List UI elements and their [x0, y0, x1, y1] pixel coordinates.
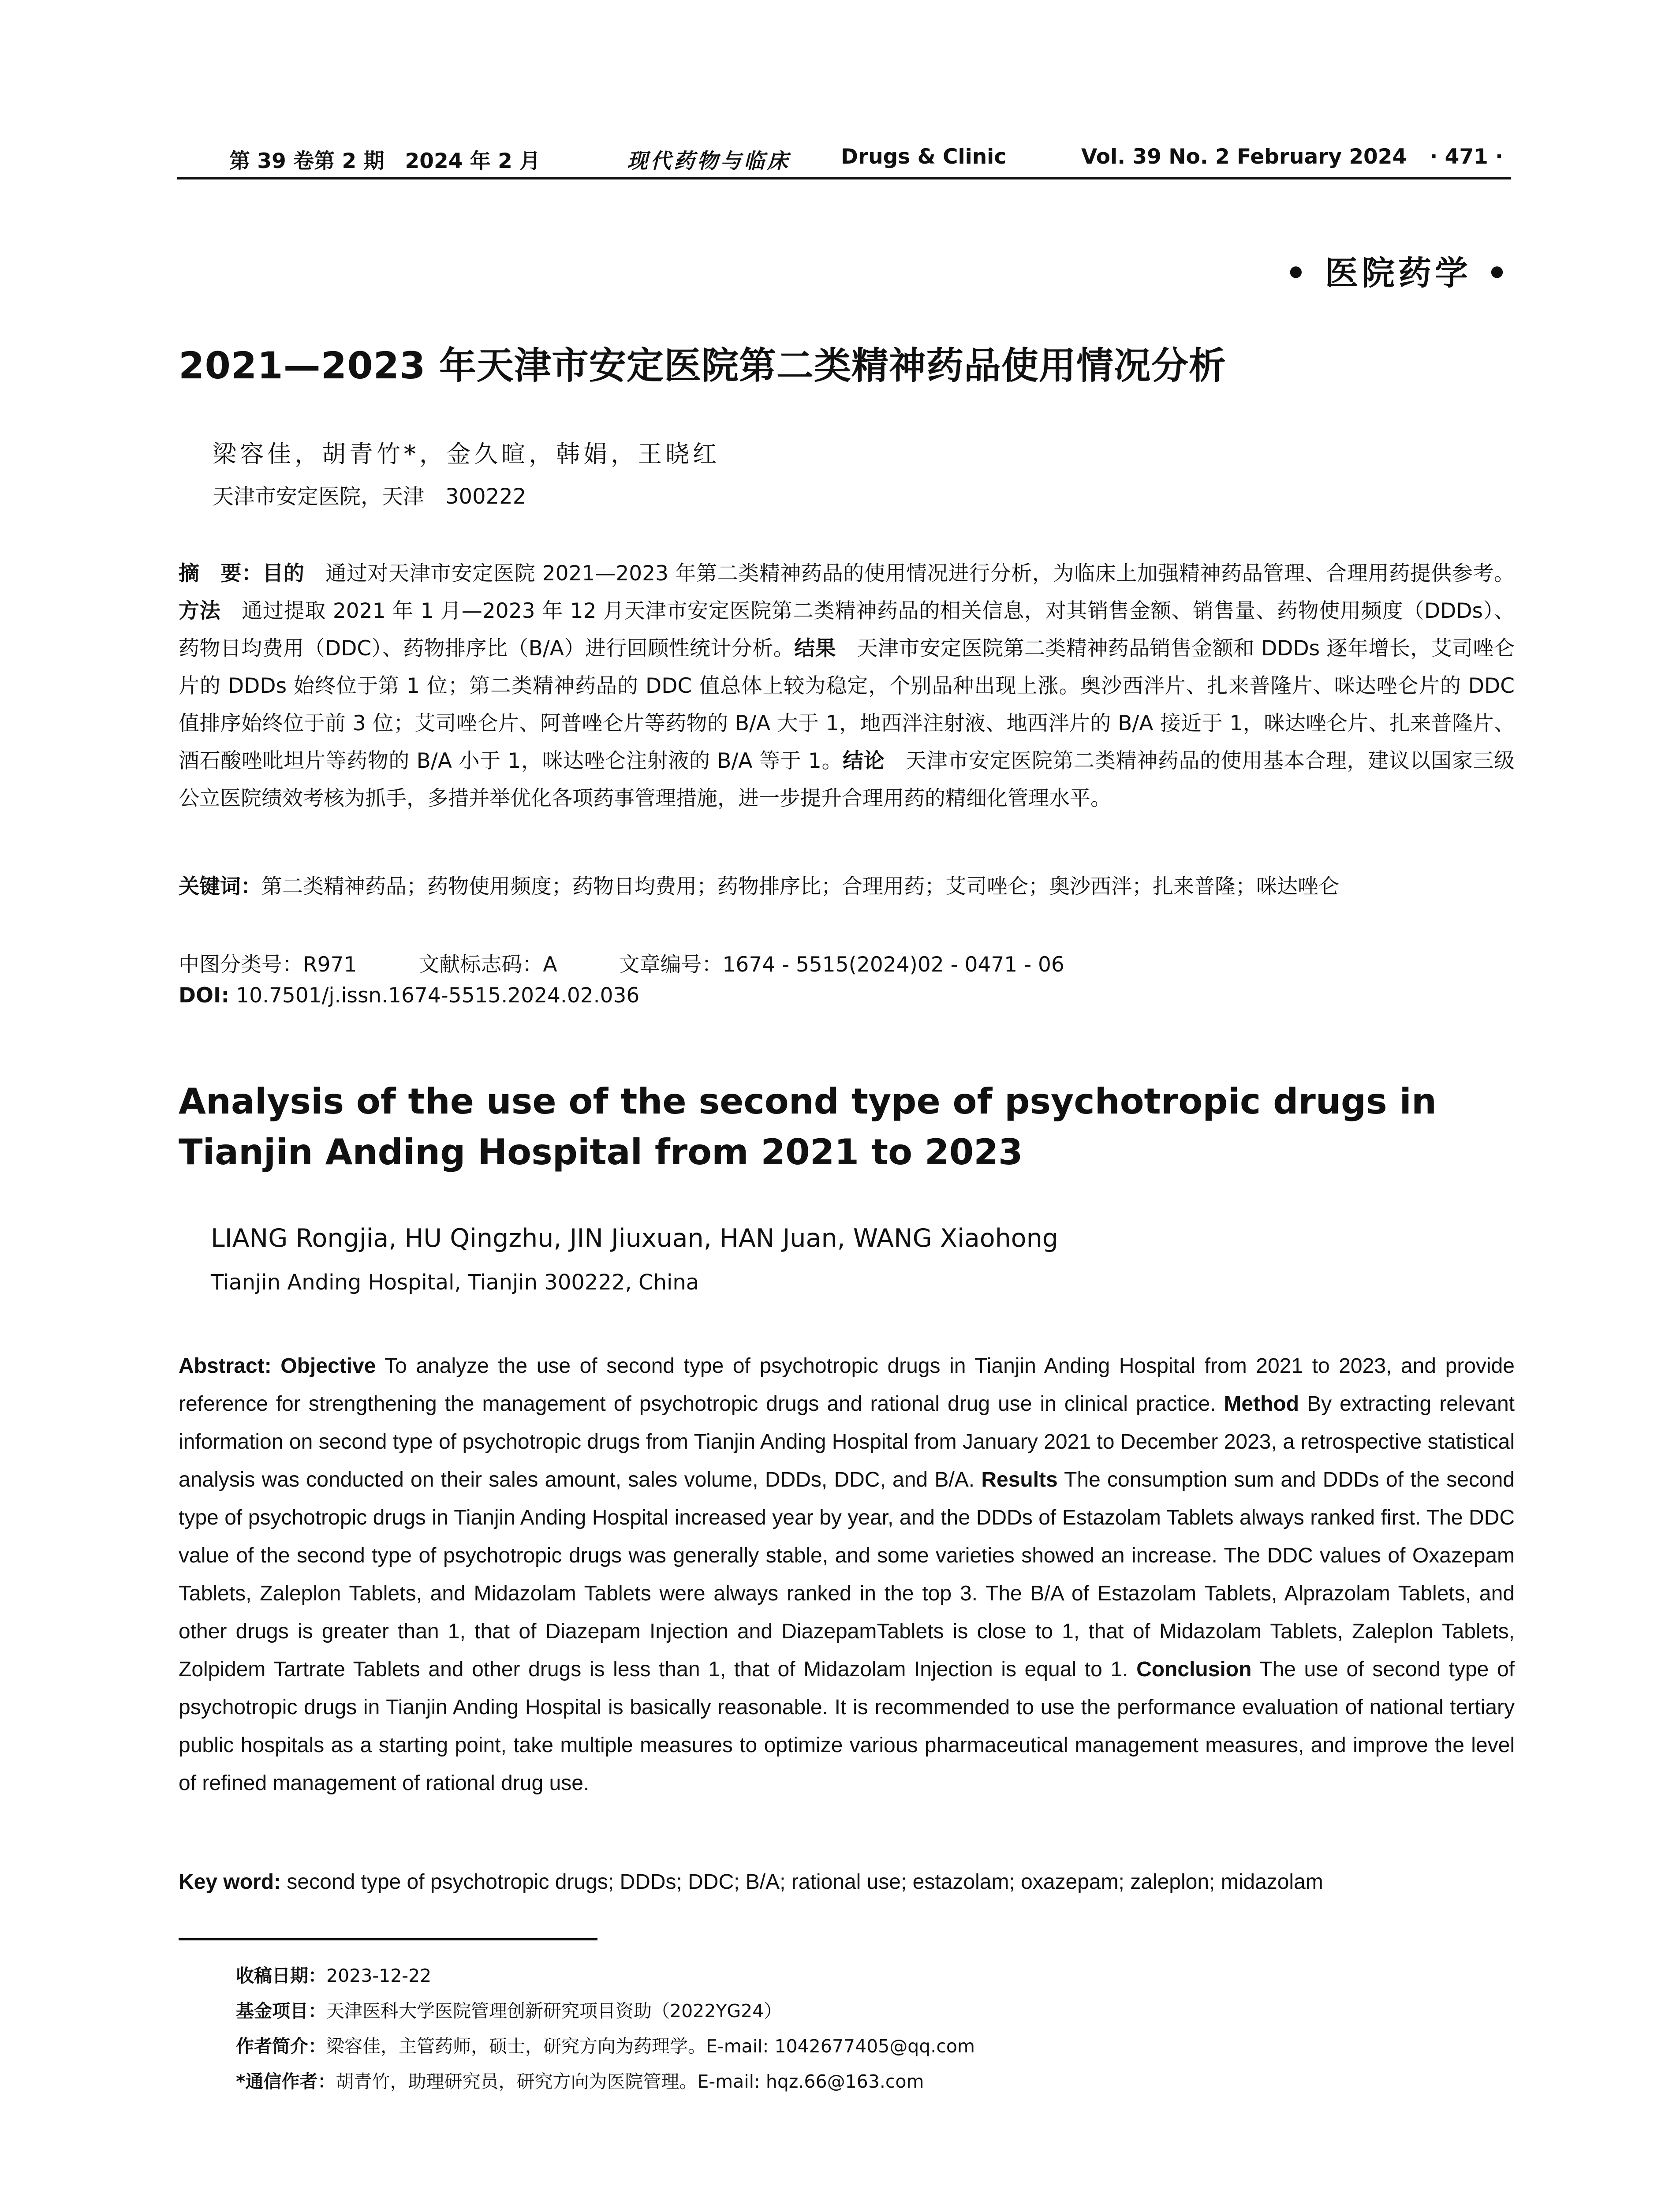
- doi-value: 10.7501/j.issn.1674-5515.2024.02.036: [229, 983, 640, 1008]
- received-label: 收稿日期：: [236, 1965, 326, 1986]
- chinese-authors: 梁容佳，胡青竹*，金久暄，韩娟，王晓红: [213, 440, 720, 468]
- method-text: 通过提取 2021 年 1 月—2023 年 12 月天津市安定医院第二类精神药品的相关信息，对其销售金额、销售量、药物使用频度（DDDs）、药物日均费用（DDC）、药物排序比（B/A）进行回顾性统计分析。: [179, 599, 1515, 661]
- footnote-fund: [236, 1993, 975, 2029]
- abstract-label: 摘 要：: [179, 561, 263, 586]
- objective-text: 通过对天津市安定医院 2021—2023 年第二类精神药品的使用情况进行分析，为临床上加强精神药品管理、合理用药提供参考。: [304, 561, 1515, 586]
- received-date: 2023-12-22: [326, 1965, 432, 1986]
- fund-label: 基金项目：: [236, 2000, 326, 2022]
- english-title: Analysis of the use of the second type of psychotropic drugs in Tianjin Anding Hospital from 2021 to 2023: [179, 1081, 1437, 1173]
- en-abstract-label: Abstract: Objective: [179, 1354, 376, 1378]
- footnote-author-bio: [236, 2029, 975, 2064]
- header-journal-cn: 现代药物与临床: [627, 149, 791, 173]
- running-header: [177, 140, 1511, 179]
- english-authors: LIANG Rongjia, HU Qingzhu, JIN Jiuxuan, HAN Juan, WANG Xiaohong: [211, 1224, 1058, 1253]
- keywords-label: 关键词：: [179, 875, 261, 899]
- header-volume-en: Vol. 39 No. 2 February 2024: [1081, 145, 1407, 169]
- en-results-label: Results: [981, 1468, 1058, 1491]
- doi-label: DOI:: [179, 983, 230, 1008]
- keywords-text: 第二类精神药品；药物使用频度；药物日均费用；药物排序比；合理用药；艾司唑仑；奥沙西泮；扎来普隆；咪达唑仑: [261, 875, 1339, 899]
- en-method-text: By extracting relevant information on second type of psychotropic drugs from Tianjin Anding Hospital from January 2021 to December 2023, a retrospective statistical analysis was conducted on their sales amount, sales volume, DDDs, DDC, and B/A.: [179, 1392, 1515, 1491]
- results-label: 结果: [794, 636, 836, 661]
- corr-text: 胡青竹，助理研究员，研究方向为医院管理。E-mail: hqz.66@163.com: [336, 2071, 924, 2092]
- doi-line: [179, 983, 639, 1008]
- document-code: 文献标志码：A: [418, 953, 557, 977]
- chinese-abstract: [179, 555, 1515, 817]
- clc-number: 中图分类号：R971: [179, 953, 357, 977]
- bio-label: 作者简介：: [236, 2036, 326, 2057]
- en-conclusion-text: The use of second type of psychotropic drugs in Tianjin Anding Hospital is basically reasonable. It is recommended to use the performance evaluation of national tertiary public hospitals as a starting point, take multiple measures to optimize various pharmaceutical management measures, and improve the level of refined management of rational drug use.: [179, 1658, 1515, 1795]
- conclusion-label: 结论: [843, 749, 885, 773]
- footnote-corresponding: [236, 2064, 975, 2099]
- en-objective-text: To analyze the use of second type of psychotropic drugs in Tianjin Anding Hospital from 2021 to 2023, and provide reference for strengthening the management of psychotropic drugs and rational drug use in clinical practice.: [179, 1354, 1515, 1416]
- conclusion-text: 天津市安定医院第二类精神药品的使用基本合理，建议以国家三级公立医院绩效考核为抓手，多措并举优化各项药事管理措施，进一步提升合理用药的精细化管理水平。: [179, 749, 1515, 811]
- en-conclusion-label: Conclusion: [1136, 1658, 1252, 1681]
- footnotes: [236, 1958, 975, 2099]
- header-page-number: · 471 ·: [1430, 145, 1503, 169]
- chinese-keywords: [179, 868, 1515, 905]
- english-affiliation: Tianjin Anding Hospital, Tianjin 300222, China: [211, 1270, 699, 1295]
- en-results-text: The consumption sum and DDDs of the second type of psychotropic drugs in Tianjin Anding Hospital increased year by year, and the DDDs of Estazolam Tablets always ranked first. The DDC value of the second type of psychotropic drugs was generally stable, and some varieties showed an increase. The DDC values of Oxazepam Tablets, Zaleplon Tablets, and Midazolam Tablets were always ranked in the top 3. The B/A of Estazolam Tablets, Alprazolam Tablets, and other drugs is greater than 1, that of Diazepam Injection and DiazepamTablets is close to 1, that of Midazolam Tablets, Zaleplon Tablets, Zolpidem Tartrate Tablets and other drugs is less than 1, that of Midazolam Injection is equal to 1.: [179, 1468, 1515, 1681]
- header-volume-cn: 第 39 卷第 2 期 2024 年 2 月: [229, 149, 541, 173]
- chinese-affiliation: 天津市安定医院，天津 300222: [213, 484, 526, 509]
- english-abstract: [179, 1347, 1515, 1802]
- english-keywords: [179, 1863, 1515, 1901]
- footnote-received: [236, 1958, 975, 1993]
- method-label: 方法: [179, 599, 221, 623]
- results-text: 天津市安定医院第二类精神药品销售金额和 DDDs 逐年增长，艾司唑仑片的 DDDs 始终位于第 1 位；第二类精神药品的 DDC 值总体上较为稳定，个别品种出现上涨。奥沙西泮片、扎来普隆片、咪达唑仑片的 DDC 值排序始终位于前 3 位；艾司唑仑片、阿普唑仑片等药物的 B/A 大于 1，地西泮注射液、地西泮片的 B/A 接近于 1，咪达唑仑片、扎来普隆片、酒石酸唑吡坦片等药物的 B/A 小于 1，咪达唑仑注射液的 B/A 等于 1。: [179, 636, 1515, 773]
- en-method-label: Method: [1224, 1392, 1299, 1416]
- bio-text: 梁容佳，主管药师，硕士，研究方向为药理学。E-mail: 1042677405@qq.com: [326, 2036, 975, 2057]
- article-number: 文章编号：1674 - 5515(2024)02 - 0471 - 06: [619, 953, 1064, 977]
- en-keywords-label: Key word:: [179, 1870, 281, 1894]
- footnote-divider: [179, 1938, 597, 1940]
- corr-label: *通信作者：: [236, 2071, 336, 2092]
- classification-line: [179, 946, 1064, 983]
- section-label: • 医院药学 •: [1285, 254, 1511, 292]
- chinese-title: 2021—2023 年天津市安定医院第二类精神药品使用情况分析: [179, 344, 1226, 387]
- objective-label: 目的: [262, 561, 305, 586]
- header-journal-en: Drugs & Clinic: [841, 145, 1007, 169]
- fund-text: 天津医科大学医院管理创新研究项目资助（2022YG24）: [326, 2000, 782, 2022]
- en-keywords-text: second type of psychotropic drugs; DDDs; DDC; B/A; rational use; estazolam; oxazepam; zaleplon; midazolam: [281, 1870, 1323, 1894]
